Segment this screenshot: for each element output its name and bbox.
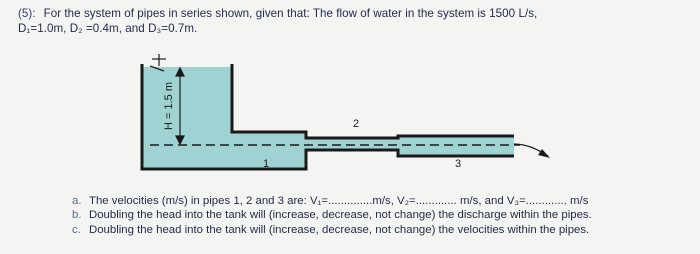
item-text: The velocities (m/s) in pipes 1, 2 and 3 are: V₁=..............m/s, V₂=............. m/s, and V₃=............. m/s: [89, 195, 589, 207]
question-item: [72, 194, 696, 208]
outlet-arrowhead: [538, 149, 550, 158]
problem-line-2: D₁=1.0m, D₂ =0.4m, and D₃=0.7m.: [18, 22, 198, 35]
item-text: Doubling the head into the tank will (increase, decrease, not change) the discharge within the pipes.: [89, 209, 592, 222]
question-item: [72, 208, 696, 222]
problem-text-1: For the system of pipes in series shown, given that: The flow of water in the system is 1500 L/s,: [43, 7, 538, 20]
problem-number: (5):: [18, 7, 36, 20]
pipe-label-2: 2: [352, 118, 360, 130]
item-marker: c.: [72, 223, 81, 236]
item-text: Doubling the head into the tank will (increase, decrease, not change) the velocities within the pipes.: [89, 223, 590, 236]
pipe-label-3: 3: [454, 158, 462, 170]
item-marker: a.: [72, 195, 82, 207]
item-marker: b.: [72, 209, 82, 222]
question-item: [72, 223, 696, 237]
tank-water: [142, 67, 514, 169]
pipe-label-1: 1: [262, 158, 270, 170]
head-label: H = 1.5 m: [163, 82, 175, 130]
question-items: [72, 194, 696, 237]
